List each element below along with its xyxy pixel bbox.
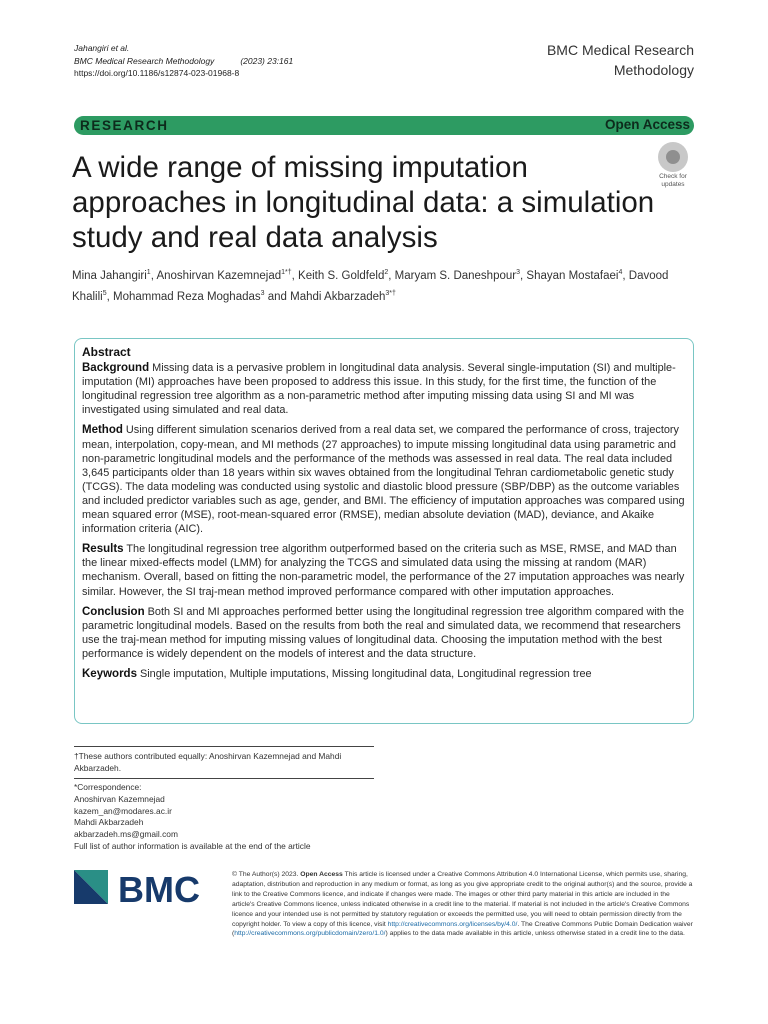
cc-by-link[interactable]: http://creativecommons.org/licenses/by/4.0/ bbox=[387, 920, 518, 928]
correspondence-line: Mahdi Akbarzadeh bbox=[74, 817, 144, 828]
author-affiliation-marker: 1 bbox=[146, 269, 151, 276]
correspondence-block bbox=[74, 782, 374, 853]
abstract-section-label: Keywords bbox=[82, 667, 137, 680]
cc-zero-link[interactable]: http://creativecommons.org/publicdomain/zero/1.0/ bbox=[234, 930, 386, 938]
correspondence-line[interactable]: kazem_an@modares.ac.ir bbox=[74, 805, 172, 816]
abstract-section-label: Results bbox=[82, 543, 124, 556]
author-affiliation-marker: 3*† bbox=[385, 290, 396, 298]
abstract-section bbox=[82, 423, 688, 536]
correspondence-line: Anoshirvan Kazemnejad bbox=[74, 793, 165, 804]
author-name[interactable]: Anoshirvan Kazemnejad bbox=[156, 269, 282, 282]
correspondence-line: *Correspondence: bbox=[74, 782, 142, 792]
abstract-section bbox=[82, 667, 688, 681]
author-name[interactable]: Davood Khalili bbox=[72, 269, 669, 304]
author-separator: , bbox=[520, 269, 527, 282]
abstract-section-text: Both SI and MI approaches performed better using the longitudinal regression tree algorithm compared with the parametric longitudinal models. Based on the results from both the real and simulated data, we recommend that researchers use the traj-mean method for imputing missing values of longitudinal data. Choosing the imputation method with the best performance is widely dependent on the models of interest and the data structure. bbox=[82, 605, 685, 660]
author-name[interactable]: Mahdi Akbarzadeh bbox=[290, 291, 386, 304]
abstract-section bbox=[82, 361, 688, 417]
abstract-section-text: Single imputation, Multiple imputations, Missing longitudinal data, Longitudinal regression tree bbox=[140, 667, 592, 680]
author-affiliation-marker: 4 bbox=[618, 269, 623, 276]
abstract-sections bbox=[82, 361, 688, 681]
abstract-section-text: The longitudinal regression tree algorithm outperformed based on the criteria such as MSE, RMSE, and MAD than the linear mixed-effects model (LMM) for analyzing the TCGS and simulated data using the missing at random (MAR) mechanism. Overall, based on fitting the non-parametric model, the performance of the 27 imputation approaches was nearly similar. However, the SI traj-mean method improved performance compared with other imputation approaches. bbox=[82, 543, 685, 598]
open-access-label: Open Access bbox=[604, 117, 690, 132]
bmc-logo bbox=[74, 868, 214, 912]
check-updates-icon bbox=[658, 142, 688, 172]
article-type-label: RESEARCH bbox=[80, 118, 169, 133]
author-affiliation-marker: 3 bbox=[260, 290, 265, 298]
author-separator: , bbox=[622, 269, 629, 282]
journal-citation: BMC Medical Research Methodology bbox=[74, 55, 215, 66]
author-separator: , bbox=[150, 269, 157, 282]
abstract-section-label: Background bbox=[82, 362, 150, 375]
footnote-divider bbox=[74, 746, 374, 747]
author-name[interactable]: Maryam S. Daneshpour bbox=[394, 269, 517, 282]
bmc-logo-text: BMC bbox=[118, 869, 200, 910]
equal-contribution-note: †These authors contributed equally: Anoshirvan Kazemnejad and Mahdi Akbarzadeh. bbox=[74, 751, 342, 773]
journal-name bbox=[474, 40, 694, 80]
running-header bbox=[74, 42, 293, 80]
author-separator: , bbox=[388, 269, 395, 282]
author-separator: , bbox=[106, 291, 113, 304]
abstract-section-label: Conclusion bbox=[82, 605, 145, 618]
author-name[interactable]: Shayan Mostafaei bbox=[526, 269, 619, 282]
license-open-access: Open Access bbox=[300, 871, 343, 878]
license-text-2: . The Creative Commons Public Domain Dedication waiver ( bbox=[232, 920, 693, 938]
correspondence-divider bbox=[74, 778, 374, 779]
running-author: Jahangiri et al. bbox=[74, 43, 130, 53]
author-name[interactable]: Mina Jahangiri bbox=[72, 269, 147, 282]
correspondence-line: Full list of author information is available at the end of the article bbox=[74, 840, 311, 851]
correspondence-line[interactable]: akbarzadeh.ms@gmail.com bbox=[74, 829, 178, 840]
abstract-section-text: Using different simulation scenarios derived from a real data set, we compared the performance of cross, trajectory mean, interpolation, copy-mean, and MI methods (27 approaches) to impute missing longitudinal data using parametric and non-parametric longitudinal models and the performance of the methods was assessed in real data. The real data included 3,645 participants older than 18 years within six waves obtained from the longitudinal Tehran cardiometabolic genetic study (TCGS). The data modeling was conducted using systolic and diastolic blood pressure (SBP/DBP) as the outcome variables and included predictor variables such as age, gender, and BMI. The efficiency of imputation approaches was compared using mean squared error (MSE), root-mean-squared error (RMSE), median absolute deviation (MAD), deviance, and Akaike information criteria (AIC). bbox=[82, 424, 685, 536]
article-title: A wide range of missing imputation approaches in longitudinal data: a simulation study and real data analysis bbox=[72, 151, 655, 254]
doi-link[interactable]: https://doi.org/10.1186/s12874-023-01968-8 bbox=[74, 68, 240, 78]
author-list bbox=[72, 264, 697, 307]
author-name[interactable]: Keith S. Goldfeld bbox=[298, 269, 385, 282]
author-separator: and bbox=[264, 291, 291, 304]
license-text-1: This article is licensed under a Creative Commons Attribution 4.0 International License, which permits use, sharing, adaptation, distribution and reproduction in any medium or format, as long as you give appropriate credit to the original author(s) and the source, provide a link to the Creative Commons licence, and indicate if changes were made. The images or other third party material in this article are included in the article's Creative Commons licence, unless indicated otherwise in a credit line to the material. If material is not included in the article's Creative Commons licence and your intended use is not permitted by statutory regulation or exceeds the permitted use, you will need to obtain permission directly from the copyright holder. To view a copy of this licence, visit bbox=[232, 871, 693, 928]
author-separator: , bbox=[291, 269, 299, 282]
abstract-heading: Abstract bbox=[82, 345, 131, 359]
author-affiliation-marker: 1*† bbox=[281, 269, 292, 276]
abstract-section bbox=[82, 542, 688, 598]
check-updates-line1: Check for bbox=[659, 173, 687, 180]
author-name[interactable]: Mohammad Reza Moghadas bbox=[112, 291, 261, 304]
abstract-section-label: Method bbox=[82, 424, 123, 437]
license-statement bbox=[232, 870, 694, 939]
license-copyright: © The Author(s) 2023. bbox=[232, 871, 299, 878]
journal-name-line2: Methodology bbox=[613, 62, 694, 78]
journal-name-line1: BMC Medical Research bbox=[546, 42, 694, 58]
abstract-section-text: Missing data is a pervasive problem in longitudinal data analysis. Several single-imputation (SI) and multiple-imputation (MI) approaches have been proposed to address this issue. In this study, for the first time, the function of the longitudinal regression tree algorithm as a non-parametric method after imputing missing data using SI and MI was investigated using simulated and real data. bbox=[82, 362, 676, 417]
license-text-3: ) applies to the data made available in this article, unless otherwise stated in a credit line to the data. bbox=[385, 930, 685, 938]
volume-info: (2023) 23:161 bbox=[240, 55, 294, 66]
author-affiliation-marker: 2 bbox=[384, 269, 389, 276]
check-updates-line2: updates bbox=[661, 180, 685, 188]
author-affiliation-marker: 5 bbox=[102, 290, 107, 298]
abstract bbox=[82, 345, 688, 687]
check-for-updates-badge[interactable] bbox=[652, 142, 694, 188]
author-affiliation-marker: 3 bbox=[516, 269, 521, 276]
abstract-section bbox=[82, 605, 688, 661]
